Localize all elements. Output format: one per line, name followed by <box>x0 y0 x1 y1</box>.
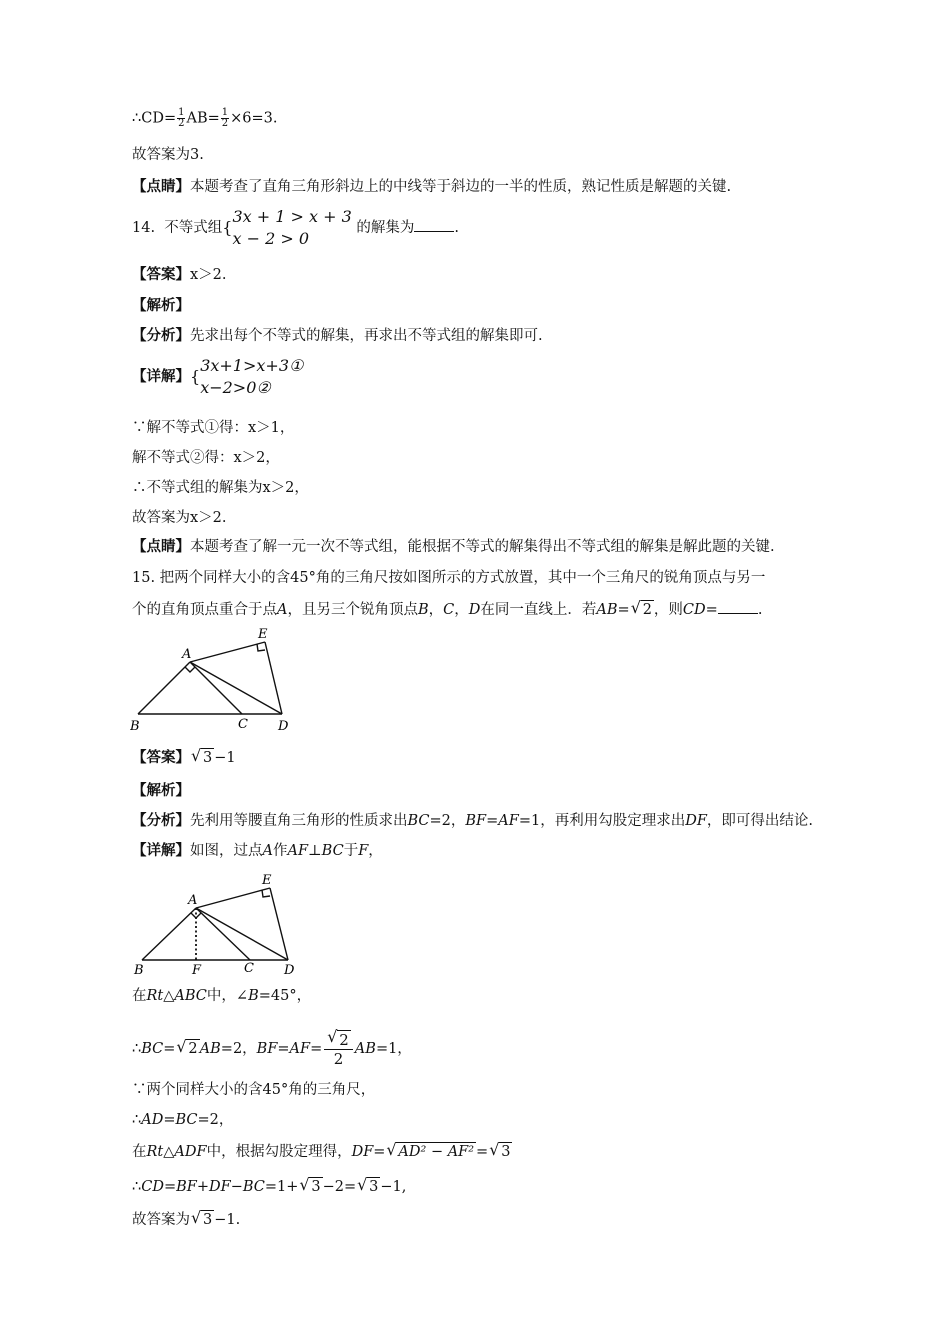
xiangjie-15 <box>132 841 383 861</box>
var: DF <box>685 813 707 829</box>
radicand: 3 <box>203 750 213 766</box>
text: 本题考查了解一元一次不等式组，能根据不等式的解集得出不等式组的解集是解此题的关键. <box>190 539 775 555</box>
numerator <box>324 1030 353 1050</box>
sqrt <box>191 1210 214 1230</box>
radicand: 3 <box>311 1179 321 1195</box>
label-f: F <box>192 963 202 978</box>
var: AB <box>596 602 618 618</box>
text: = <box>486 813 499 829</box>
text: ∴ <box>132 1179 142 1195</box>
sqrt <box>631 600 654 620</box>
text: ， <box>368 843 383 859</box>
question-15-line-1: 15. 把两个同样大小的含45°角的三角尺按如图所示的方式放置，其中一个三角尺的锐角顶点与另一 <box>132 570 766 586</box>
text: − <box>230 1179 243 1195</box>
numerator: 1 <box>178 107 185 118</box>
var: AF <box>289 1041 311 1057</box>
text: ，且另三个锐角顶点 <box>287 602 418 618</box>
var: BF <box>465 813 487 829</box>
radicand: 2 <box>188 1041 198 1057</box>
radicand: 2 <box>339 1031 349 1049</box>
tag: 【详解】 <box>132 842 190 859</box>
step-15-2 <box>132 1030 412 1068</box>
text: ∴ <box>132 1041 142 1057</box>
step-15-6 <box>132 1177 406 1197</box>
text: = <box>310 1041 323 1057</box>
question-15-line-2: 个的直角顶点重合于点A，且另三个锐角顶点B，C，D在同一直线上．若AB=√ 2 ，则CD= . <box>132 600 762 620</box>
label-a: A <box>188 893 198 908</box>
var: AD <box>141 1112 164 1128</box>
var: B <box>417 602 429 618</box>
var: BF <box>176 1179 197 1195</box>
var: DF <box>351 1144 374 1160</box>
text: = <box>163 1041 176 1057</box>
text: ⊥ <box>308 843 322 859</box>
text: . <box>454 220 460 236</box>
text: −1. <box>214 1212 241 1228</box>
tag: 【解析】 <box>132 297 190 314</box>
text: =1+ <box>264 1179 299 1195</box>
text: −2= <box>322 1179 357 1195</box>
var: AF <box>287 843 309 859</box>
var: AB <box>199 1041 221 1057</box>
brace: { <box>190 367 201 386</box>
question-number: 14. <box>132 220 156 236</box>
step-15-3: ∵两个同样大小的含45°角的三角尺， <box>132 1082 376 1098</box>
line-cd-value <box>132 108 278 129</box>
tag: 【点睛】 <box>132 178 190 195</box>
triangle-figure-2 <box>130 868 300 980</box>
answer-14 <box>132 265 227 285</box>
fraction-sqrt2-over-2 <box>324 1030 353 1068</box>
label-b: B <box>134 963 144 978</box>
tag: 【分析】 <box>132 812 190 829</box>
text: 在同一直线上．若 <box>480 602 597 618</box>
step-15-7 <box>132 1210 240 1230</box>
numerator: 1 <box>221 107 229 118</box>
sqrt <box>176 1039 199 1059</box>
radicand: 3 <box>501 1144 511 1160</box>
inequality-system <box>232 206 351 250</box>
step-15-5 <box>132 1142 512 1162</box>
var: BC <box>175 1112 198 1128</box>
text: x＞2. <box>190 267 227 283</box>
answer-blank <box>414 219 454 232</box>
text: △ <box>163 1144 175 1160</box>
var: A <box>277 602 288 618</box>
var: DF <box>209 1179 231 1195</box>
var: CD <box>682 602 706 618</box>
text: −1, <box>380 1179 407 1195</box>
text: . <box>757 602 763 618</box>
comment-13 <box>132 177 731 197</box>
text: 于 <box>343 843 359 859</box>
text: 中，∠ <box>206 988 249 1004</box>
step-14-1: ∵解不等式①得：x＞1， <box>132 420 295 436</box>
brace: { <box>222 218 233 237</box>
text: 在 <box>132 988 147 1004</box>
text: 在 <box>132 1144 147 1160</box>
text: =45°， <box>258 988 312 1004</box>
text: =2， <box>429 813 466 829</box>
label-e: E <box>262 873 272 888</box>
triangle-figure-1 <box>130 622 300 734</box>
radicand: 3 <box>203 1212 213 1228</box>
text: △ <box>163 988 175 1004</box>
var: BC <box>321 843 344 859</box>
tag: 【点睛】 <box>132 538 190 555</box>
var: ABC <box>174 988 207 1004</box>
text: −1 <box>214 750 236 766</box>
ineq-2: x − 2 > 0 <box>232 229 310 248</box>
var: F <box>358 843 369 859</box>
radicand: AD² − AF² <box>398 1144 475 1160</box>
text: =2， <box>197 1112 234 1128</box>
sqrt <box>299 1177 322 1197</box>
text: ，即可得出结论. <box>706 813 813 829</box>
comment-14 <box>132 537 775 557</box>
ineq-1: 3x+1>x+3① <box>200 356 304 375</box>
label-a: A <box>182 647 192 662</box>
var: B <box>248 988 259 1004</box>
ineq-2: x−2>0② <box>200 378 271 397</box>
var: CD <box>141 1179 164 1195</box>
denominator: 2 <box>178 118 185 129</box>
text: 如图，过点 <box>190 843 263 859</box>
text: + <box>196 1179 209 1195</box>
text: 先利用等腰直角三角形的性质求出 <box>190 813 408 829</box>
text: =1， <box>375 1041 412 1057</box>
text: 个的直角顶点重合于点 <box>132 602 277 618</box>
sqrt <box>191 748 214 768</box>
text: 中，根据勾股定理得， <box>206 1144 352 1160</box>
text: 先求出每个不等式的解集，再求出不等式组的解集即可. <box>190 328 543 344</box>
fenxi-15 <box>132 811 813 831</box>
var: AB <box>354 1041 376 1057</box>
label-c: C <box>238 717 248 732</box>
text: =2， <box>220 1041 257 1057</box>
analysis-tag-15 <box>132 781 190 801</box>
var: BC <box>407 813 430 829</box>
fraction-half-2 <box>221 108 229 129</box>
text: 故答案为 <box>132 1212 190 1228</box>
answer-15 <box>132 748 236 768</box>
text: AB= <box>186 110 220 127</box>
text: = <box>277 1041 290 1057</box>
text: ，则 <box>653 602 683 618</box>
text: 作 <box>272 843 288 859</box>
tag: 【答案】 <box>132 266 190 283</box>
step-15-4 <box>132 1110 233 1130</box>
tag: 【分析】 <box>132 327 190 344</box>
inequality-system-2 <box>200 355 303 399</box>
label-d: D <box>278 719 289 734</box>
var: Rt <box>146 1144 164 1160</box>
label-c: C <box>244 961 254 976</box>
text: = <box>163 1179 177 1195</box>
var: AF <box>498 813 519 829</box>
label-b: B <box>130 719 140 734</box>
text: ∴CD= <box>132 110 177 127</box>
question-14 <box>132 206 459 250</box>
var: BC <box>141 1041 164 1057</box>
answer-line-13: 故答案为3. <box>132 147 204 163</box>
radicand: 3 <box>369 1179 379 1195</box>
text: = <box>373 1144 386 1160</box>
var: C <box>443 602 455 618</box>
tag: 【详解】 <box>132 368 190 385</box>
step-14-3: ∴不等式组的解集为x＞2， <box>132 480 309 496</box>
sqrt <box>489 1142 512 1162</box>
var: BC <box>242 1179 265 1195</box>
text: 本题考查了直角三角形斜边上的中线等于斜边的一半的性质，熟记性质是解题的关键. <box>190 179 732 195</box>
text: = <box>476 1144 489 1160</box>
var: BF <box>256 1041 278 1057</box>
text: ∴ <box>132 1112 142 1128</box>
radicand: 2 <box>642 602 652 618</box>
ineq-1: 3x + 1 > x + 3 <box>232 207 352 226</box>
text: ×6=3. <box>230 110 278 127</box>
var: ADF <box>174 1144 207 1160</box>
step-15-1 <box>132 986 311 1006</box>
text: 不等式组 <box>164 220 223 236</box>
step-14-2: 解不等式②得：x＞2， <box>132 450 280 466</box>
xiangjie-14 <box>132 355 303 399</box>
sqrt <box>357 1177 380 1197</box>
tag: 【答案】 <box>132 749 190 766</box>
sqrt <box>327 1030 351 1049</box>
sqrt <box>386 1142 476 1162</box>
fenxi-14 <box>132 326 543 346</box>
var: A <box>262 843 273 859</box>
text: =1，再利用勾股定理求出 <box>518 813 686 829</box>
denominator: 2 <box>221 118 229 129</box>
var: D <box>468 602 481 618</box>
label-d: D <box>284 963 295 978</box>
denominator: 2 <box>333 1050 344 1068</box>
analysis-tag-14 <box>132 296 190 316</box>
tag: 【解析】 <box>132 782 190 799</box>
text: = <box>617 602 630 618</box>
text: = <box>163 1112 176 1128</box>
text: 的解集为 <box>356 220 415 236</box>
fraction-half <box>177 108 185 129</box>
step-14-4: 故答案为x＞2. <box>132 510 227 526</box>
answer-blank <box>718 601 758 614</box>
var: Rt <box>146 988 164 1004</box>
label-e: E <box>258 627 268 642</box>
